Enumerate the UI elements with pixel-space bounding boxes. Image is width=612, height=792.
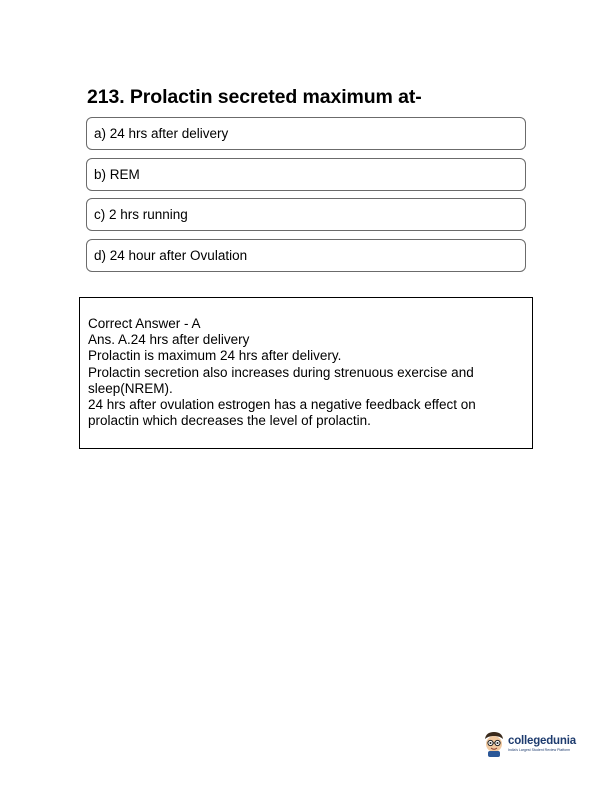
collegedunia-logo xyxy=(482,730,576,758)
option-c[interactable]: c) 2 hrs running xyxy=(86,198,526,231)
correct-answer-line: Correct Answer - A xyxy=(88,316,201,331)
answer-line: Ans. A.24 hrs after delivery xyxy=(88,332,250,348)
option-a[interactable]: a) 24 hrs after delivery xyxy=(86,117,526,150)
answer-box xyxy=(79,297,533,449)
options-list xyxy=(86,117,526,279)
explanation-line: 24 hrs after ovulation estrogen has a negative feedback effect on prolactin which decreases the level of prolactin. xyxy=(88,397,476,429)
logo-tagline: India's Largest Student Review Platform xyxy=(508,748,571,752)
mascot-icon xyxy=(482,730,506,758)
option-d[interactable]: d) 24 hour after Ovulation xyxy=(86,239,526,272)
explanation-line: Prolactin secretion also increases during strenuous exercise and sleep(NREM). xyxy=(88,364,474,396)
explanation-line: Prolactin is maximum 24 hrs after delivery. xyxy=(88,348,342,364)
question-title: 213. Prolactin secreted maximum at- xyxy=(87,86,422,108)
logo-name: collegedunia xyxy=(508,735,576,747)
option-b[interactable]: b) REM xyxy=(86,158,526,191)
